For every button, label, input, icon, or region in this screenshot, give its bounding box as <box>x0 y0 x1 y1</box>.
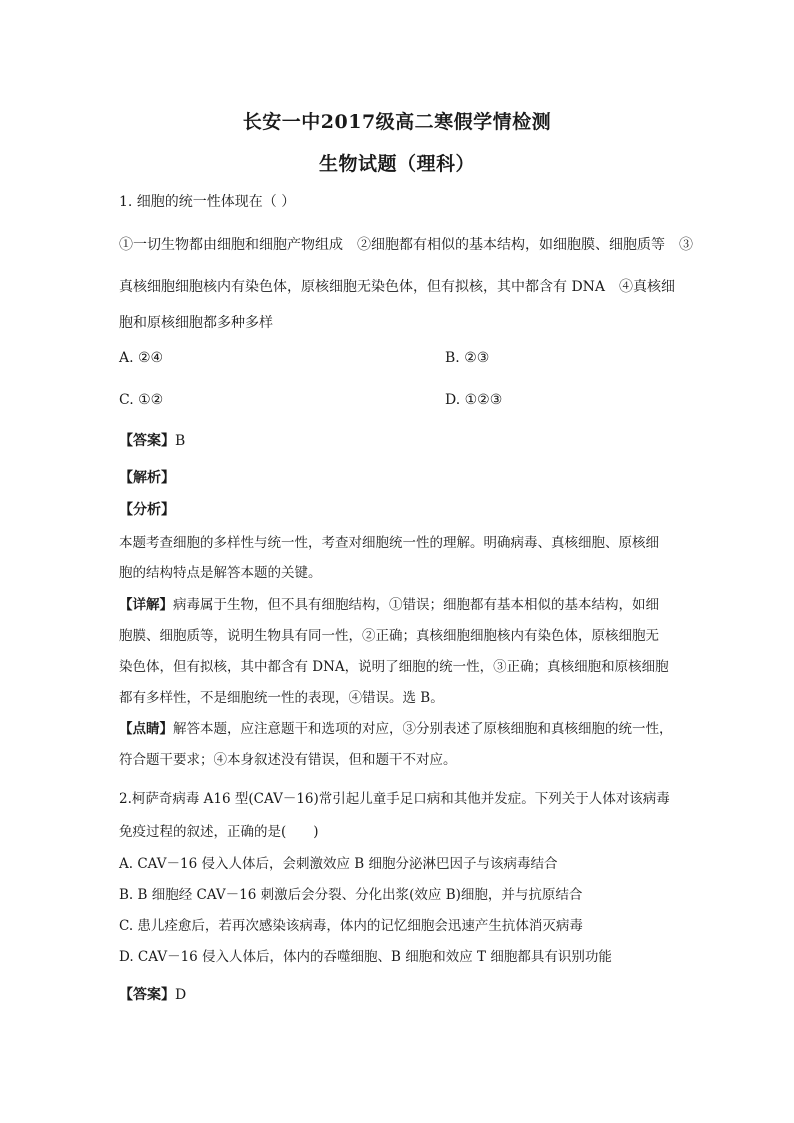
q2-option-d: D. CAV－16 侵入人体后，体内的吞噬细胞、B 细胞和效应 T 细胞都具有识别功能 <box>119 949 612 965</box>
q2-answer <box>119 984 186 1004</box>
q2-option-b: B. B 细胞经 CAV－16 刺激后会分裂、分化出浆(效应 B)细胞，并与抗原结合 <box>119 887 583 903</box>
q1-fenxi-text: 本题考查细胞的多样性与统一性，考查对细胞统一性的理解。明确病毒、真核细胞、原核细 <box>119 535 659 551</box>
q1-dianjing <box>119 717 673 737</box>
answer-value: D <box>175 987 187 1003</box>
q2-option-a: A. CAV－16 侵入人体后，会刺激效应 B 细胞分泌淋巴因子与该病毒结合 <box>119 856 558 872</box>
exam-subtitle: 生物试题（理科） <box>318 153 475 175</box>
q1-xiangjie-text: 胞膜、细胞质等，说明生物具有同一性，②正确；真核细胞细胞核内有染色体，原核细胞无 <box>119 628 659 644</box>
q1-jiexi-label: 【解析】 <box>119 470 175 486</box>
dianjing-label: 【点睛】 <box>119 721 173 737</box>
xiangjie-label: 【详解】 <box>119 597 173 613</box>
q2-stem: 免疫过程的叙述，正确的是( ) <box>119 824 319 840</box>
q1-statement-line: 胞和原核细胞都多种多样 <box>119 315 273 331</box>
dianjing-text: 解答本题，应注意题干和选项的对应，③分别表述了原核细胞和真核细胞的统一性， <box>173 721 673 737</box>
q1-statement-line: 真核细胞细胞核内有染色体，原核细胞无染色体，但有拟核，其中都含有 DNA ④真核细 <box>119 279 676 295</box>
q1-xiangjie-text: 都有多样性，不是细胞统一性的表现，④错误。选 B。 <box>119 690 444 706</box>
q1-option-c: C. ①② <box>119 392 164 408</box>
q2-option-c: C. 患儿痊愈后，若再次感染该病毒，体内的记忆细胞会迅速产生抗体消灭病毒 <box>119 918 583 934</box>
xiangjie-text: 病毒属于生物，但不具有细胞结构，①错误；细胞都有基本相似的基本结构，如细 <box>173 597 659 613</box>
q1-xiangjie <box>119 593 659 613</box>
answer-value: B <box>175 433 186 449</box>
answer-label: 【答案】 <box>119 987 175 1003</box>
q2-stem: 2.柯萨奇病毒 A16 型(CAV－16)常引起儿童手足口病和其他并发症。下列关于人体对该病毒 <box>119 791 670 807</box>
q1-fenxi-text: 胞的结构特点是解答本题的关键。 <box>119 565 322 581</box>
q1-option-a: A. ②④ <box>119 350 164 366</box>
q1-dianjing-text: 符合题干要求；④本身叙述没有错误，但和题干不对应。 <box>119 752 457 768</box>
q1-option-d: D. ①②③ <box>445 392 503 408</box>
q1-statement-line: ①一切生物都由细胞和细胞产物组成 ②细胞都有相似的基本结构，如细胞膜、细胞质等 ③ <box>119 237 693 253</box>
exam-title: 长安一中2017级高二寒假学情检测 <box>242 111 552 133</box>
q1-option-b: B. ②③ <box>445 350 490 366</box>
q1-fenxi-label: 【分析】 <box>119 502 175 518</box>
answer-label: 【答案】 <box>119 433 175 449</box>
q1-stem: 1. 细胞的统一性体现在（ ） <box>119 194 296 210</box>
q1-xiangjie-text: 染色体，但有拟核，其中都含有 DNA，说明了细胞的统一性，③正确；真核细胞和原核细胞 <box>119 659 669 675</box>
q1-answer <box>119 430 185 450</box>
